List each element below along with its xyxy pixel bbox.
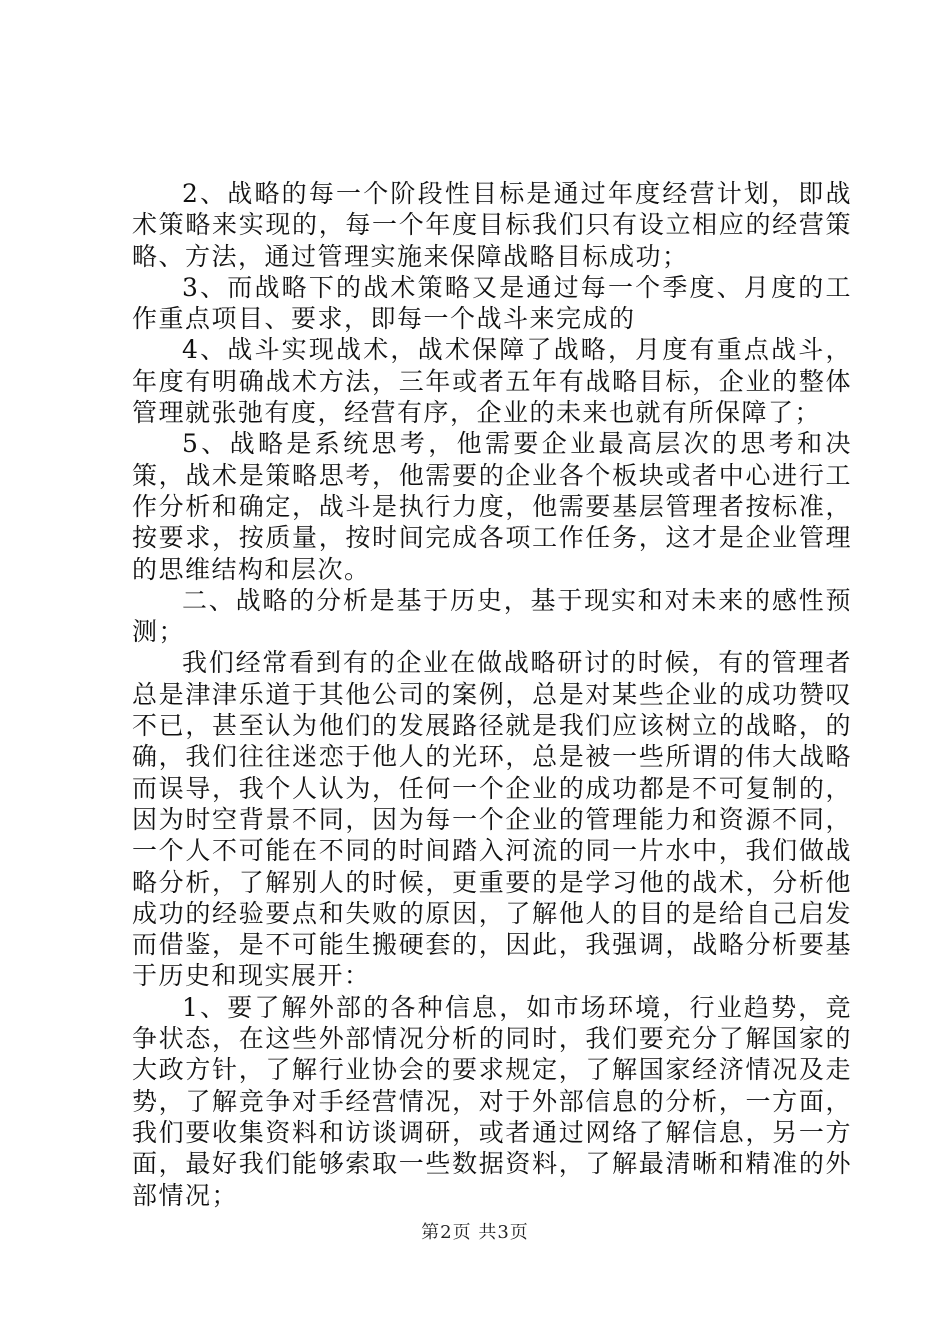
paragraph-point-3: 3、而战略下的战术策略又是通过每一个季度、月度的工作重点项目、要求，即每一个战斗来完成的: [132, 272, 852, 334]
paragraph-point-2: 2、战略的每一个阶段性目标是通过年度经营计划，即战术策略来实现的，每一个年度目标我们只有设立相应的经营策略、方法，通过管理实施来保障战略目标成功；: [132, 179, 852, 271]
paragraph-strategy-analysis: 我们经常看到有的企业在做战略研讨的时候，有的管理者总是津津乐道于其他公司的案例，总是对某些企业的成功赞叹不已，甚至认为他们的发展路径就是我们应该树立的战略，的确，我们往往迷恋于他人的光环，总是被一些所谓的伟大战略而误导，我个人认为，任何一个企业的成功都是不可复制的，因为时空背景不同，因为每一个企业的管理能力和资源不同，一个人不可能在不同的时间踏入河流的同一片水中，我们做战略分析，了解别人的时候，更重要的是学习他的战术，分析他成功的经验要点和失败的原因，了解他人的目的是给自己启发而借鉴，是不可能生搬硬套的，因此，我强调，战略分析要基于历史和现实展开：: [132, 648, 852, 991]
page-number-footer: 第2页 共3页: [421, 1222, 529, 1243]
paragraph-external-info: 1、要了解外部的各种信息，如市场环境，行业趋势，竞争状态，在这些外部情况分析的同时，我们要充分了解国家的大政方针，了解行业协会的要求规定，了解国家经济情况及走势，了解竞争对手经营情况，对于外部信息的分析，一方面，我们要收集资料和访谈调研，或者通过网络了解信息，另一方面，最好我们能够索取一些数据资料，了解最清晰和精准的外部情况；: [132, 992, 852, 1210]
paragraph-point-5: 5、战略是系统思考，他需要企业最高层次的思考和决策，战术是策略思考，他需要的企业各个板块或者中心进行工作分析和确定，战斗是执行力度，他需要基层管理者按标准，按要求，按质量，按时间完成各项工作任务，这才是企业管理的思维结构和层次。: [132, 429, 852, 584]
paragraph-point-4: 4、战斗实现战术，战术保障了战略，月度有重点战斗，年度有明确战术方法，三年或者五年有战略目标，企业的整体管理就张弛有度，经营有序，企业的未来也就有所保障了；: [132, 335, 852, 428]
section-heading-two: 二、战略的分析是基于历史，基于现实和对未来的感性预测；: [132, 585, 852, 647]
document-body: [132, 178, 852, 1211]
